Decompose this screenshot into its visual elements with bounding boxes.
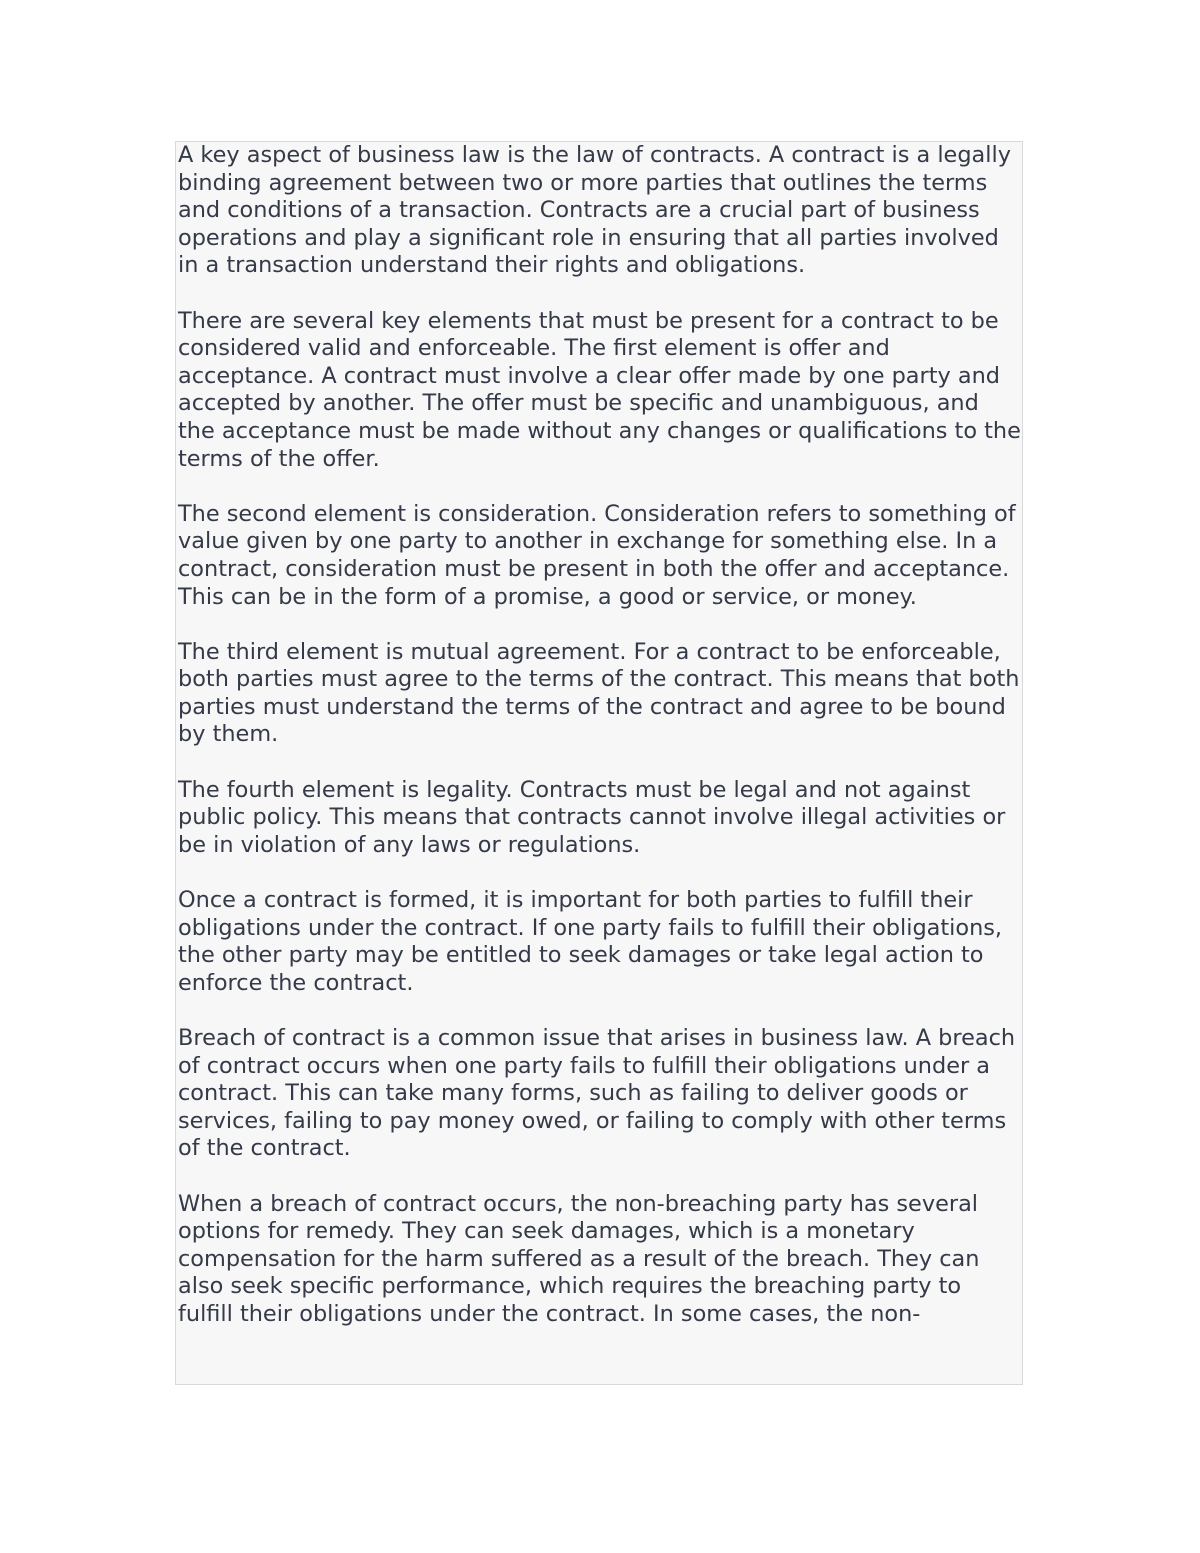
paragraph-4: The third element is mutual agreement. For a contract to be enforceable, both parties must agree to the terms of the contract. This means that both parties must understand the terms of the contract and agree to be bound by them. <box>178 638 1020 748</box>
paragraph-1: A key aspect of business law is the law of contracts. A contract is a legally binding agreement between two or more parties that outlines the terms and conditions of a transaction. Contracts are a crucial part of business operations and play a significant role in ensuring that all parties involved in a transaction understand their rights and obligations. <box>178 142 1011 279</box>
paragraph-2: There are several key elements that must be present for a contract to be considered valid and enforceable. The first element is offer and acceptance. A contract must involve a clear offer made by one party and accepted by another. The offer must be specific and unambiguous, and the acceptance must be made without any changes or qualifications to the terms of the offer. <box>178 307 1021 472</box>
text-box <box>175 141 1023 1385</box>
paragraph-3: The second element is consideration. Consideration refers to something of value given by one party to another in exchange for something else. In a contract, consideration must be present in both the offer and acceptance. This can be in the form of a promise, a good or service, or money. <box>178 500 1016 610</box>
paragraph-8: When a breach of contract occurs, the non-breaching party has several options for remedy. They can seek damages, which is a monetary compensation for the harm suffered as a result of the breach. They can also seek specific performance, which requires the breaching party to fulfill their obligations under the contract. In some cases, the non- <box>178 1190 980 1327</box>
paragraph-5: The fourth element is legality. Contracts must be legal and not against public policy. This means that contracts cannot involve illegal activities or be in violation of any laws or regulations. <box>178 776 1006 858</box>
paragraph-7: Breach of contract is a common issue that arises in business law. A breach of contract occurs when one party fails to fulfill their obligations under a contract. This can take many forms, such as failing to deliver goods or services, failing to pay money owed, or failing to comply with other terms of the contract. <box>178 1025 1016 1162</box>
paragraph-6: Once a contract is formed, it is important for both parties to fulfill their obligations under the contract. If one party fails to fulfill their obligations, the other party may be entitled to seek damages or take legal action to enforce the contract. <box>178 887 1003 996</box>
